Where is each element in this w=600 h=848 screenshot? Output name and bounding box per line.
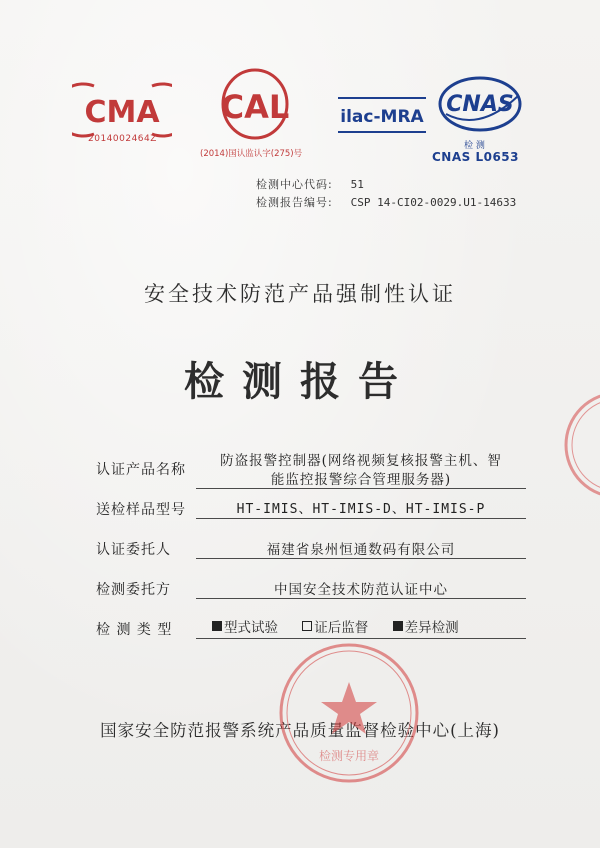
- product-name-underline: [196, 488, 526, 489]
- checked-box-icon: [212, 621, 222, 631]
- cnas-caption-bottom: CNAS L0653: [432, 150, 520, 164]
- ilac-logo-text: ilac-MRA: [340, 107, 424, 127]
- test-client-value: 中国安全技术防范认证中心: [274, 582, 448, 598]
- test-client-label: 检测委托方: [96, 582, 171, 598]
- ilac-mra-logo: [332, 80, 432, 150]
- test-type-option-post-cert: [302, 616, 368, 636]
- sample-model-label: 送检样品型号: [96, 502, 186, 518]
- report-number-value: CSP 14-CI02-0029.U1-14633: [350, 196, 517, 209]
- center-code-value: 51: [350, 178, 364, 191]
- test-type-underline: [196, 638, 526, 639]
- cma-caption: 2014002464Z: [88, 134, 157, 144]
- center-code-label: 检测中心代码:: [256, 178, 333, 191]
- option-label: 型式试验: [224, 620, 278, 636]
- product-name-label: 认证产品名称: [96, 462, 186, 478]
- test-client-underline: [196, 598, 526, 599]
- client-value: 福建省泉州恒通数码有限公司: [266, 542, 456, 558]
- test-type-options: [212, 616, 479, 636]
- center-code-line: [256, 176, 364, 192]
- official-seal-icon: [276, 640, 422, 786]
- cnas-logo-text: CNAS: [446, 92, 514, 117]
- report-number-label: 检测报告编号:: [256, 196, 333, 209]
- option-label: 证后监督: [314, 620, 369, 636]
- product-name-value-line1: 防盗报警控制器(网络视频复核报警主机、智: [220, 453, 502, 469]
- unchecked-box-icon: [302, 621, 312, 631]
- cal-logo: [200, 64, 310, 160]
- cal-caption: (2014)国认监认字(275)号: [200, 149, 303, 159]
- sample-model-underline: [196, 518, 526, 519]
- cnas-caption-top: 检 测: [464, 141, 485, 151]
- document-title: 检测报告: [184, 358, 416, 405]
- document-subtitle: 安全技术防范产品强制性认证: [144, 282, 456, 306]
- test-type-label: 检 测 类 型: [96, 622, 173, 638]
- client-label: 认证委托人: [96, 542, 171, 558]
- product-name-value-line2: 能监控报警综合管理服务器): [270, 472, 452, 488]
- test-type-option-type-test: [212, 616, 278, 636]
- report-number-line: [256, 194, 516, 210]
- seal-text: 检测专用章: [318, 749, 380, 763]
- checked-box-icon: [393, 621, 403, 631]
- test-type-option-difference: [393, 616, 459, 636]
- option-label: 差异检测: [404, 620, 459, 636]
- partial-seal-icon: [558, 390, 600, 500]
- cma-logo-text: CMA: [84, 95, 160, 130]
- client-underline: [196, 558, 526, 559]
- sample-model-value: HT-IMIS、HT-IMIS-D、HT-IMIS-P: [236, 502, 486, 517]
- cal-logo-text: CAL: [220, 88, 290, 126]
- issuing-organization: 国家安全防范报警系统产品质量监督检验中心(上海): [100, 721, 500, 740]
